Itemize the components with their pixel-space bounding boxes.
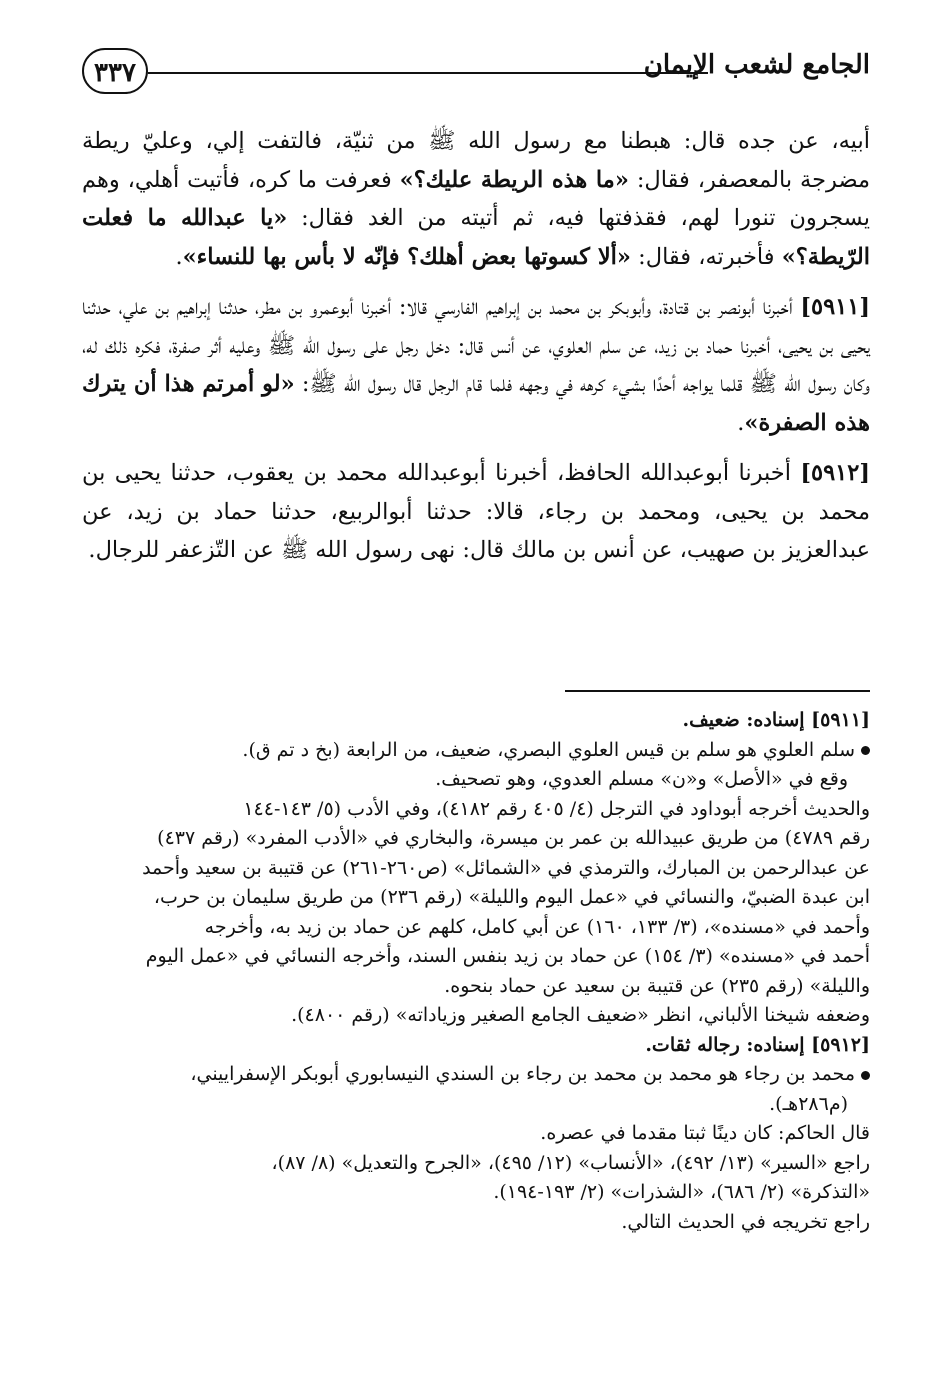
hadith-number: [٥٩١٢] xyxy=(800,460,870,486)
paragraph-text: أبيه، عن جده قال: هبطنا مع رسول الله ﷺ من ثنيّة، فالتفت إلي، وعليّ ريطة مضرجة بالمعصفر، فقال: xyxy=(82,128,871,193)
footnote-divider xyxy=(565,690,870,692)
footnote-line: عن عبدالرحمن بن المبارك، والترمذي في «الشمائل» (ص٢٦٠-٢٦١) عن قتيبة بن سعيد وأحمد xyxy=(142,856,870,879)
footnote-line: (م٢٨٦هـ). xyxy=(769,1092,848,1115)
prophetic-quote: «ألا كسوتها بعض أهلك؟ فإنّه لا بأس بها للنساء» xyxy=(182,243,631,270)
bullet-icon xyxy=(861,746,870,755)
hadith-5911 xyxy=(82,288,870,442)
page-header xyxy=(82,48,870,98)
prophetic-quote: «ما هذه الريطة عليك؟» xyxy=(399,166,629,193)
hadith-number: [٥٩١١] xyxy=(800,294,870,320)
footnote-line: «التذكرة» (٢/ ٦٨٦)، «الشذرات» (٢/ ١٩٣-١٩٤). xyxy=(493,1181,870,1203)
footnote-line: وأحمد في «مسنده»، (٣/ ١٣٣، ١٦٠) عن أبي كامل، كلهم عن حماد بن زيد به، وأخرجه xyxy=(204,915,870,938)
footnote-line: والليلة» (رقم ٢٣٥) عن قتيبة بن سعيد عن حماد بنحوه. xyxy=(444,974,870,997)
footnote-text: محمد بن رجاء هو محمد بن محمد بن رجاء بن السندي النيسابوري أبوبكر الإسفراييني، xyxy=(190,1063,855,1085)
paragraph-text: . xyxy=(175,243,183,270)
hadith-continuation xyxy=(82,122,870,276)
footnote-line: أحمد في «مسنده» (٣/ ١٥٤) عن حماد بن زيد بنفس السند، وأخرجه النسائي في «عمل اليوم xyxy=(145,945,870,967)
bullet-icon xyxy=(861,1071,870,1080)
footnote-line: ابن عبدة الضبيّ، والنسائي في «عمل اليوم والليلة» (رقم ٢٣٦) من طريق سليمان بن حرب، xyxy=(153,886,870,908)
footnote-line xyxy=(82,1060,870,1090)
prophetic-quote: «يا عبدالله ما فعلت الرّيطة؟» xyxy=(82,205,870,270)
hadith-5912 xyxy=(82,454,870,570)
footnote-line: قال الحاكم: كان دينًا ثبتا مقدما في عصره. xyxy=(540,1122,870,1144)
footnote-line: راجع «السير» (١٣/ ٤٩٢)، «الأنساب» (١٢/ ٤٩٥)، «الجرح والتعديل» (٨/ ٨٧)، xyxy=(271,1151,870,1174)
paragraph-text: . xyxy=(737,409,745,436)
footnote-heading: [٥٩١٢] إسناده: رجاله ثقات. xyxy=(645,1033,870,1056)
footnote-text: سلم العلوي هو سلم بن قيس العلوي البصري، ضعيف، من الرابعة (بخ د تم ق). xyxy=(242,738,855,761)
footnote-line xyxy=(82,736,870,766)
header-rule xyxy=(148,72,708,74)
footnote-line: والحديث أخرجه أبوداود في الترجل (٤/ ٤٠٥ رقم ٤١٨٢)، وفي الأدب (٥/ ١٤٣-١٤٤ xyxy=(243,797,870,820)
paragraph-text: فأخبرته، فقال: xyxy=(630,243,782,270)
paragraph-text: فعرفت ما كره، فأتيت أهلي، وهم يسجرون تنورا لهم، فقذفتها فيه، ثم أتيته من الغد فقال: xyxy=(82,166,870,231)
footnote-heading: [٥٩١١] إسناده: ضعيف. xyxy=(682,709,870,731)
footnotes xyxy=(82,706,870,1237)
footnote-line: رقم ٤٧٨٩) من طريق عبيدالله بن عمر بن ميسرة، والبخاري في «الأدب المفرد» (رقم ٤٣٧) xyxy=(157,827,870,849)
footnote-line: وقع في «الأصل» و«ن» مسلم العدوي، وهو تصحيف. xyxy=(435,768,848,790)
paragraph-text: أخبرنا أبوعبدالله الحافظ، أخبرنا أبوعبدالله محمد بن يعقوب، حدثنا يحيى بن محمد بن يحيى، ومحمد بن رجاء، قالا: حدثنا أبوالربيع، حدثنا حماد بن زيد، عن عبدالعزيز بن صهيب، عن أنس بن مالك قال: نهى رسول الله ﷺ عن التّزعفر للرجال. xyxy=(82,460,870,563)
book-title: الجامع لشعب الإيمان xyxy=(643,50,870,80)
page-number: ٣٣٧ xyxy=(82,48,148,94)
paragraph-text: أخبرنا أبونصر بن قتادة، وأبوبكر بن محمد بن إبراهيم الفارسي قالا: أخبرنا أبوعمرو بن مطر، حدثنا إبراهيم بن علي، حدثنا يحيى بن يحيى، أخبرنا حماد بن زيد، عن سلم العلوي، عن أنس قال: دخل رجل على رسول الله ﷺ وعليه أثر صفرة، فكره ذلك له، وكان رسول الله ﷺ قلما يواجه أحدًا بشيء كرهه في وجهه فلما قام الرجل قال رسول الله ﷺ: xyxy=(82,294,870,397)
footnote-line: وضعفه شيخنا الألباني، انظر «ضعيف الجامع الصغير وزياداته» (رقم ٤٨٠٠). xyxy=(291,1004,870,1026)
main-text xyxy=(82,122,870,582)
footnote-line: راجع تخريجه في الحديث التالي. xyxy=(621,1210,870,1233)
prophetic-quote: «لو أمرتم هذا أن يترك هذه الصفرة» xyxy=(82,371,870,436)
